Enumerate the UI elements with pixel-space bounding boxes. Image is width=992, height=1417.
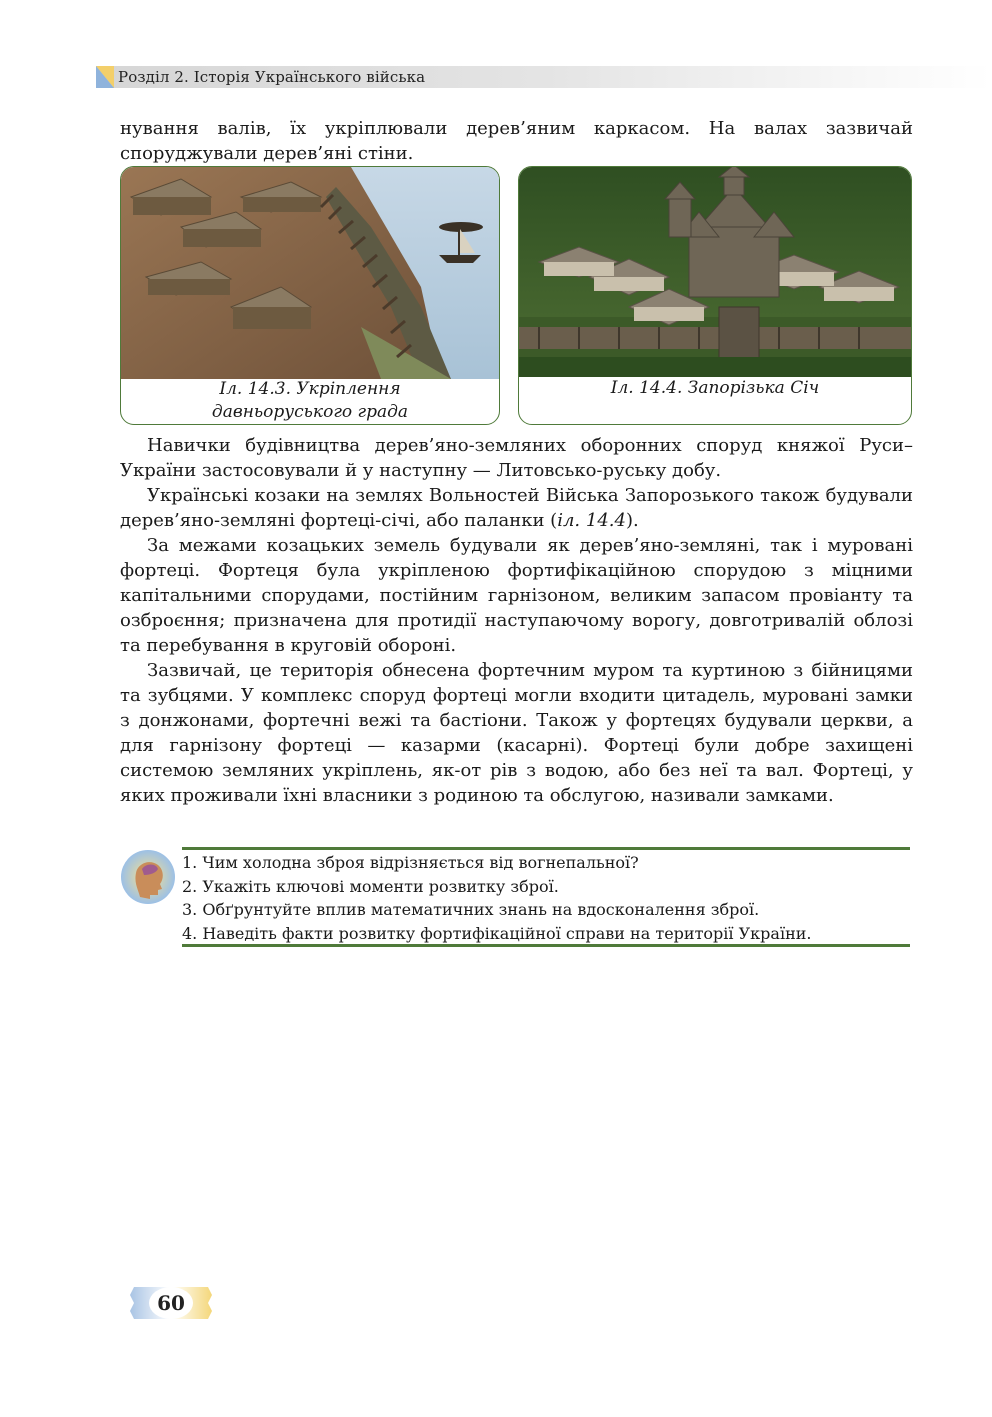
paragraph-text: Українські козаки на землях Вольностей Війська Запорозького також будували дерев’яно-земляні фортеці-січі, або паланки ( [120,485,913,531]
bottom-rule [182,944,910,947]
paragraph [120,483,913,533]
chapter-header [96,66,992,88]
figure-caption: Іл. 14.4. Запорізька Січ [610,378,820,398]
paragraph: За межами козацьких земель будували як дерев’яно-земляні, так і муровані фортеці. Фортеця була укріпленою фортифікаційною спорудою з міцними капітальними спорудами, постійним гарнізоном, великим запасом провіанту та озброєння; призначена для протидії наступаючому ворогу, довготривалій облозі та перебування в круговій обороні. [120,535,913,656]
top-rule [182,847,910,850]
ancient-settlement-illustration [121,167,499,379]
page-number: 60 [157,1291,185,1315]
paragraph-text: ). [625,510,639,531]
chapter-title: Розділ 2. Історія Українського війська [118,68,426,86]
question-item: 1. Чим холодна зброя відрізняється від вогнепальної? [182,853,639,872]
review-questions [182,847,910,947]
figure-14-3 [120,166,500,425]
questions-list [182,851,812,945]
intro-paragraph: нування валів, їх укріплювали дерев’яним каркасом. На валах зазвичай споруджували дерев’яні стіни. [120,118,913,164]
figure-caption [121,378,499,424]
figure-reference: іл. 14.4 [557,510,626,531]
corner-mark-icon [96,66,114,88]
paragraph: Навички будівництва дерев’яно-земляних оборонних споруд княжої Руси–України застосовували й у наступну — Литовсько-руську добу. [120,435,913,481]
question-item: 3. Обґрунтуйте вплив математичних знань на вдосконалення зброї. [182,900,760,919]
caption-line: Іл. 14.3. Укріплення [219,379,401,399]
head-profile-icon [120,849,176,905]
figure-14-4 [518,166,912,425]
page-number-badge [128,1285,214,1321]
question-item: 2. Укажіть ключові моменти розвитку зброї. [182,876,559,896]
zaporizhian-sich-photo [519,167,911,377]
question-item: 4. Наведіть факти розвитку фортифікаційної справи на території України. [182,923,812,943]
paragraph: Зазвичай, це територія обнесена фортечним муром та куртиною з бійницями та зубцями. У комплекс споруд фортеці могли входити цитадель, муровані замки з донжонами, фортечні вежі та бастіони. Також у фортецях будували церкви, а для гарнізону фортеці — казарми (касарні). Фортеці були добре захищені системою земляних укріплень, як-от рів з водою, або без неї та вал. Фортеці, у яких проживали їхні власники з родиною та обслугою, називали замками. [120,660,913,806]
caption-line: давньоруського града [211,402,409,422]
